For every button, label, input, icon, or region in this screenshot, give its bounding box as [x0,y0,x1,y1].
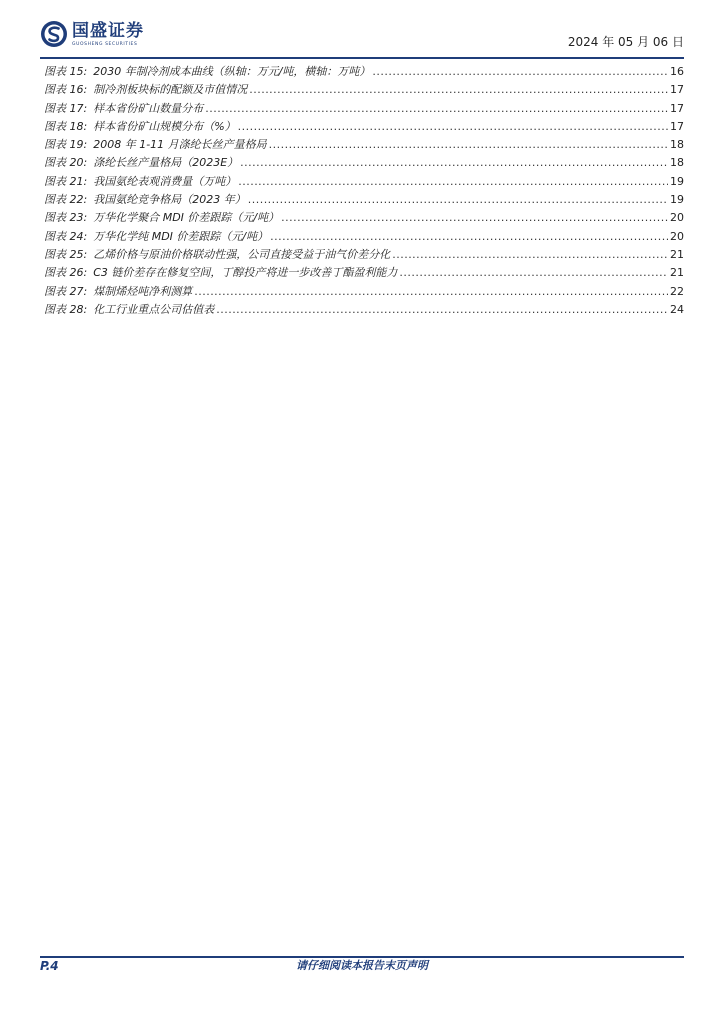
toc-dot-leader [248,191,668,209]
toc-entry[interactable] [44,100,684,118]
toc-dot-leader [392,246,668,264]
guosheng-logo-icon [40,20,68,48]
toc-entry-page-number: 17 [670,83,684,97]
logo-wordmark: 国盛证券 [72,21,144,41]
toc-entry-title: 万华化学纯 MDI 价差跟踪（元/吨） [93,229,269,243]
page-number: P.4 [40,959,59,973]
toc-entry[interactable] [44,228,684,246]
toc-entry-label: 图表 19: [44,138,88,152]
toc-entry[interactable] [44,301,684,319]
toc-entry-label: 图表 23: [44,211,88,225]
logo-english-wordmark: GUOSHENG SECURITIES [72,42,138,47]
toc-dot-leader [194,283,668,301]
toc-entry[interactable] [44,81,684,99]
toc-entry-page-number: 18 [670,156,684,170]
figure-index-list [44,63,684,319]
toc-entry[interactable] [44,63,684,81]
toc-dot-leader [281,209,668,227]
toc-entry-page-number: 17 [670,119,684,133]
toc-dot-leader [249,81,668,99]
toc-entry-title: 样本省份矿山数量分布 [93,101,204,115]
toc-entry[interactable] [44,136,684,154]
toc-entry-label: 图表 15: [44,65,88,78]
toc-dot-leader [269,136,668,154]
toc-entry-title: 我国氨纶表观消费量（万吨） [93,174,237,188]
toc-dot-leader [238,118,668,136]
toc-entry[interactable] [44,191,684,209]
toc-entry-label: 图表 22: [44,193,88,207]
toc-dot-leader [240,154,668,172]
toc-entry-label: 图表 20: [44,156,88,170]
toc-entry-page-number: 20 [670,229,684,243]
toc-entry-label: 图表 28: [44,302,88,316]
toc-entry[interactable] [44,209,684,227]
toc-entry-label: 图表 17: [44,101,88,115]
toc-dot-leader [205,100,668,118]
toc-entry-title: 万华化学聚合 MDI 价差跟踪（元/吨） [93,211,280,225]
toc-dot-leader [372,63,668,81]
toc-dot-leader [270,228,668,246]
toc-entry-page-number: 22 [670,284,684,298]
toc-entry-page-number: 21 [670,266,684,280]
header-divider [40,57,684,59]
toc-dot-leader [216,301,668,319]
toc-entry-label: 图表 21: [44,174,88,188]
toc-entry-title: 涤纶长丝产量格局（2023E） [93,156,239,170]
toc-entry-page-number: 16 [670,65,684,78]
toc-entry-title: 煤制烯烃吨净利测算 [93,284,193,298]
toc-entry[interactable] [44,173,684,191]
toc-entry-page-number: 21 [670,247,684,261]
toc-entry[interactable] [44,118,684,136]
company-logo [40,20,144,54]
toc-entry-title: 我国氨纶竞争格局（2023 年） [93,193,246,207]
toc-entry-label: 图表 27: [44,284,88,298]
toc-entry[interactable] [44,283,684,301]
toc-entry-page-number: 24 [670,302,684,316]
toc-dot-leader [399,264,668,282]
toc-entry[interactable] [44,154,684,172]
toc-entry-label: 图表 25: [44,247,88,261]
report-date: 2024 年 05 月 06 日 [567,35,684,49]
page-header [40,20,684,56]
toc-entry-page-number: 20 [670,211,684,225]
toc-entry-label: 图表 16: [44,83,88,97]
toc-entry-label: 图表 26: [44,266,88,280]
toc-entry-title: 制冷剂板块标的配额及市值情况 [93,83,248,97]
toc-dot-leader [238,173,668,191]
toc-entry-title: 化工行业重点公司估值表 [93,302,215,316]
toc-entry-page-number: 18 [670,138,684,152]
footer-disclaimer: 请仔细阅读本报告末页声明 [296,959,428,972]
toc-entry-title: 乙烯价格与原油价格联动性强，公司直接受益于油气价差分化 [93,247,391,261]
toc-entry-label: 图表 18: [44,119,88,133]
toc-entry-page-number: 19 [670,193,684,207]
toc-entry-label: 图表 24: [44,229,88,243]
toc-entry[interactable] [44,264,684,282]
toc-entry-page-number: 17 [670,101,684,115]
toc-entry-title: 样本省份矿山规模分布（%） [93,119,236,133]
toc-entry-page-number: 19 [670,174,684,188]
toc-entry-title: C3 链价差存在修复空间，丁醇投产将进一步改善丁酯盈利能力 [93,266,398,280]
toc-entry[interactable] [44,246,684,264]
toc-entry-title: 2030 年制冷剂成本曲线（纵轴：万元/吨，横轴：万吨） [93,65,371,78]
toc-entry-title: 2008 年 1-11 月涤纶长丝产量格局 [93,138,267,152]
